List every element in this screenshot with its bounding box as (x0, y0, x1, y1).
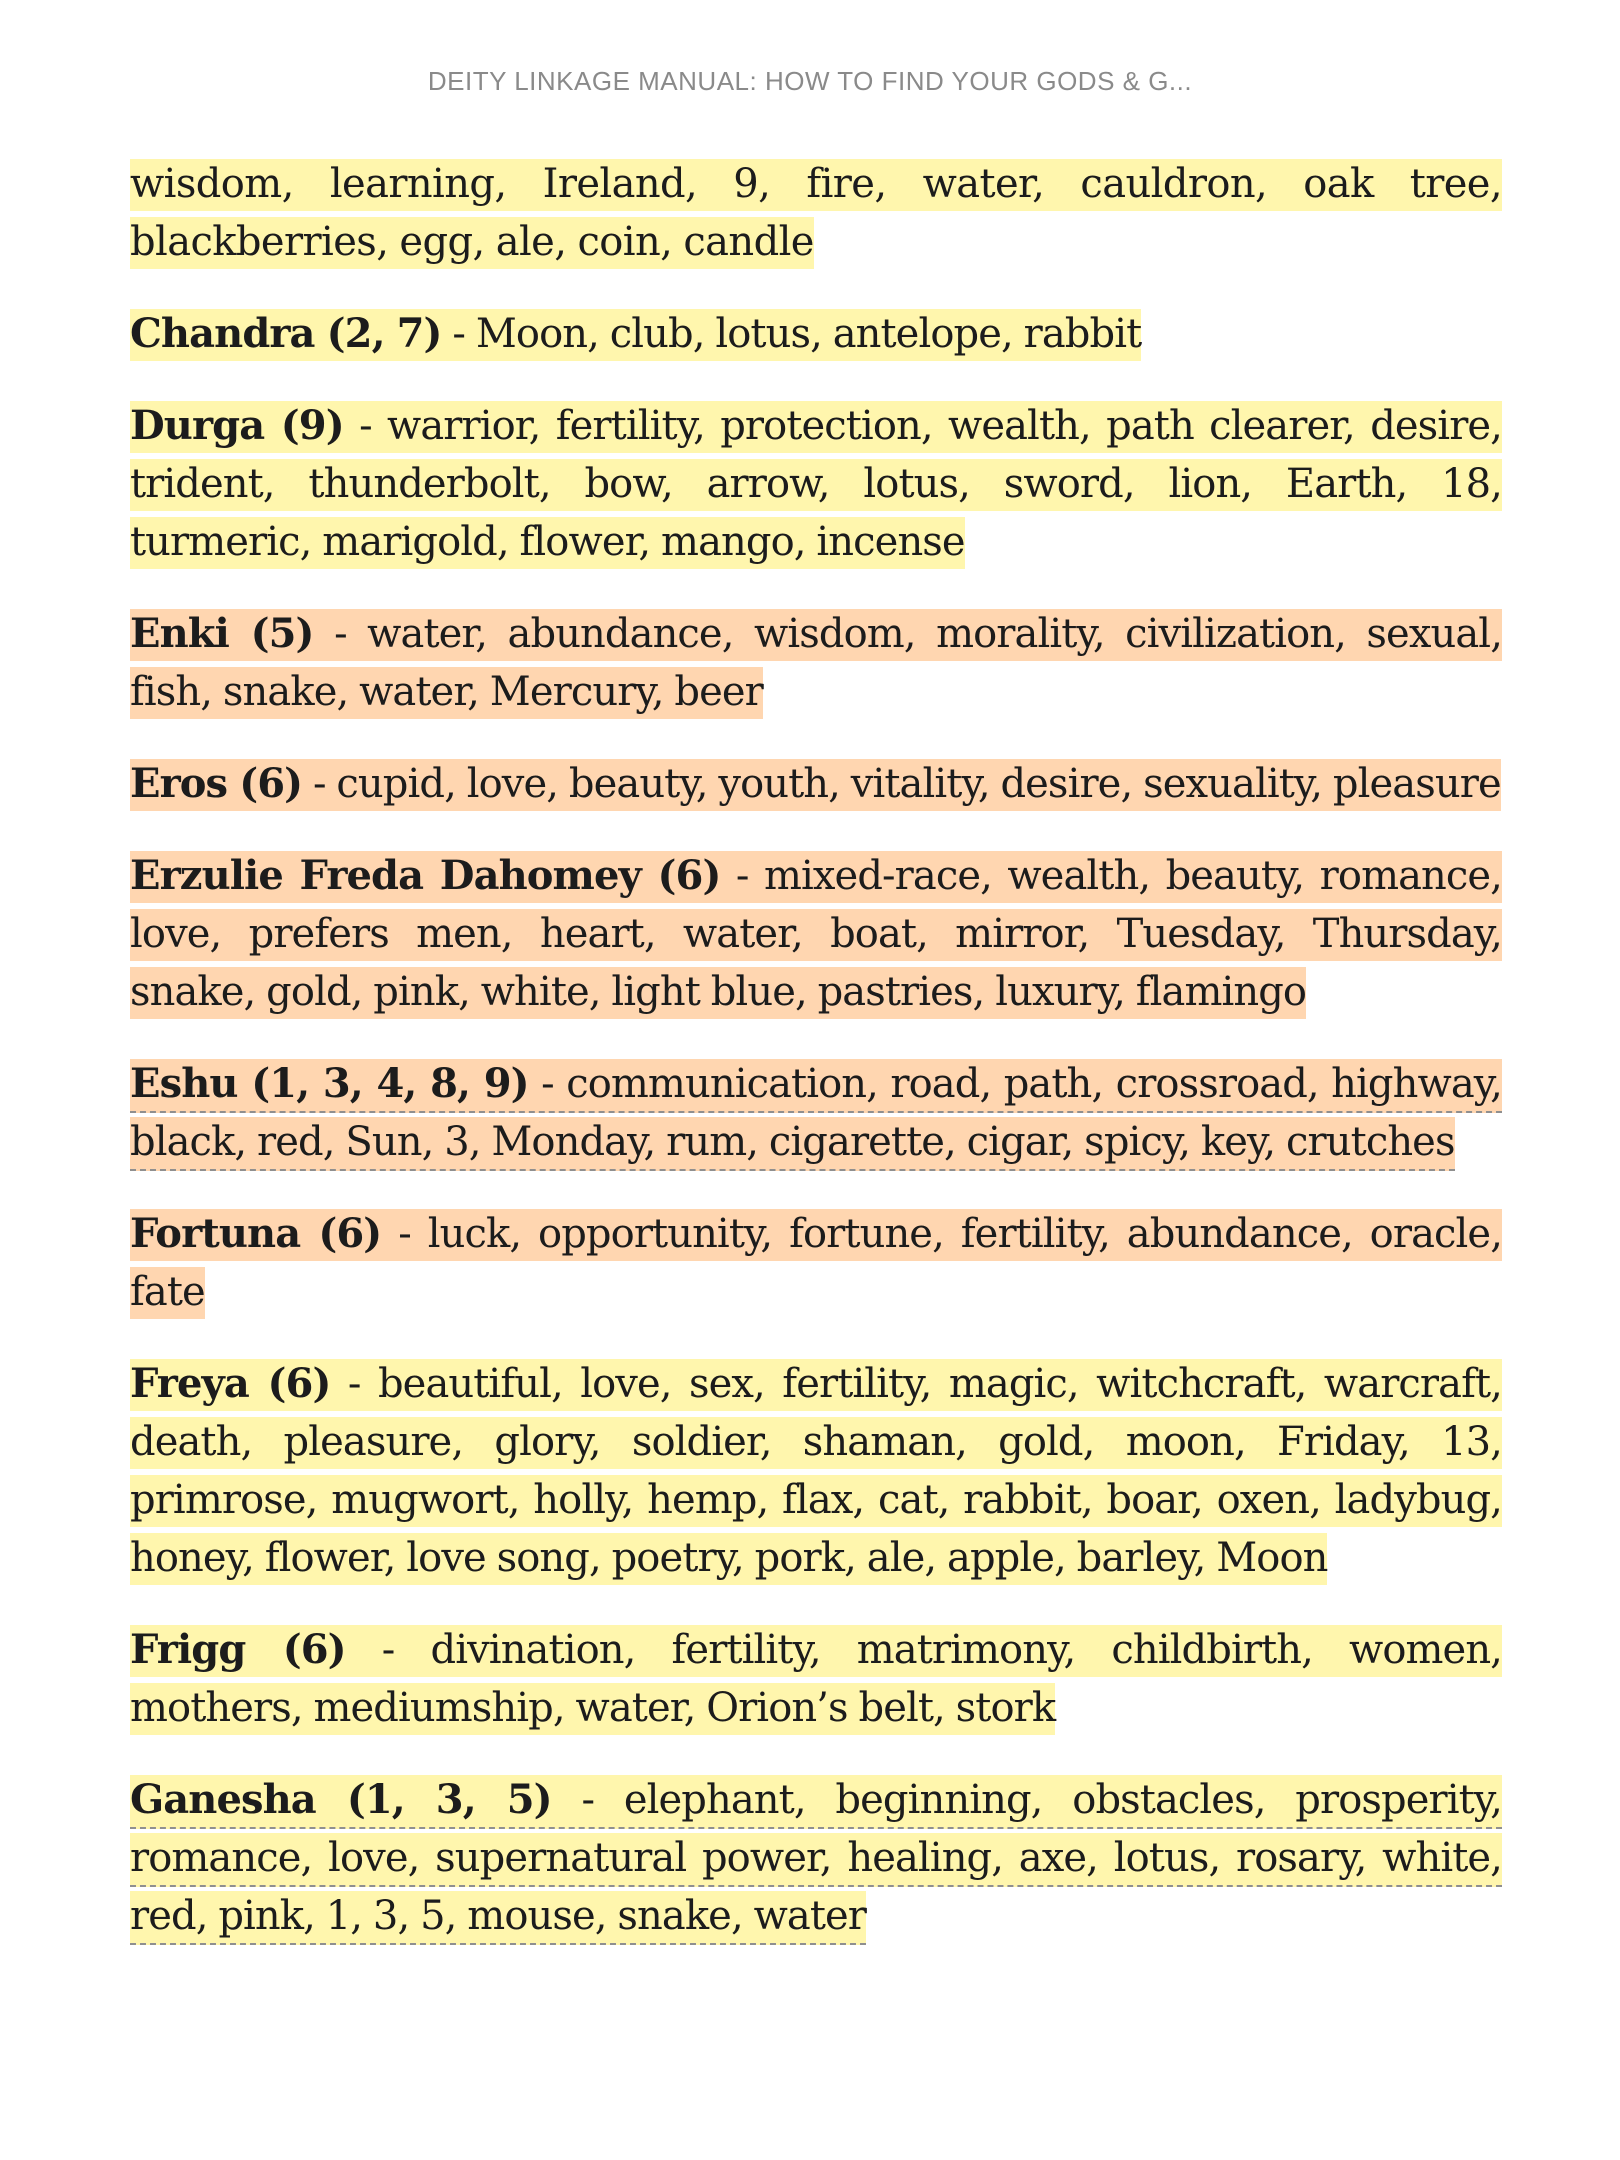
highlight[interactable] (130, 309, 1141, 361)
deity-attributes: wisdom, learning, Ireland, 9, fire, water, cauldron, oak tree, blackberries, egg, ale, coin, candle (130, 161, 1502, 265)
highlight[interactable] (130, 609, 1502, 719)
deity-name: Erzulie Freda Dahomey (6) (130, 852, 721, 899)
entry-eros[interactable] (130, 755, 1502, 813)
deity-attributes: - communication, road, path, crossroad, highway, black, red, Sun, 3, Monday, rum, cigarette, cigar, spicy, key, crutches (130, 1061, 1502, 1165)
highlight-with-note[interactable] (130, 1059, 1502, 1171)
deity-attributes: - warrior, fertility, protection, wealth, path clearer, desire, trident, thunderbolt, bow, arrow, lotus, sword, lion, Earth, 18, turmeric, marigold, flower, mango, incense (130, 403, 1502, 565)
running-header: DEITY LINKAGE MANUAL: HOW TO FIND YOUR GODS & G... (427, 66, 1193, 96)
deity-name: Enki (5) (130, 610, 314, 657)
highlight[interactable] (130, 1359, 1502, 1585)
highlight[interactable] (130, 1209, 1502, 1319)
deity-name: Eros (6) (130, 760, 303, 807)
entry-fortuna[interactable] (130, 1205, 1502, 1321)
entry-freya[interactable] (130, 1355, 1502, 1587)
deity-name: Eshu (1, 3, 4, 8, 9) (130, 1060, 529, 1107)
entry-erzulie-freda-dahomey[interactable] (130, 847, 1502, 1021)
deity-name: Freya (6) (130, 1360, 331, 1407)
entry-frigg[interactable] (130, 1621, 1502, 1737)
entry-chandra[interactable] (130, 305, 1502, 363)
highlight[interactable] (130, 159, 1502, 269)
highlight-with-note[interactable] (130, 1775, 1502, 1945)
deity-name: Durga (9) (130, 402, 344, 449)
deity-attributes: - luck, opportunity, fortune, fertility, abundance, oracle, fate (130, 1211, 1503, 1315)
deity-name: Fortuna (6) (130, 1210, 382, 1257)
page-body (130, 155, 1502, 1979)
deity-attributes: - cupid, love, beauty, youth, vitality, desire, sexuality, pleasure (302, 761, 1501, 807)
entry-eshu[interactable] (130, 1055, 1502, 1171)
entry-durga[interactable] (130, 397, 1502, 571)
highlight[interactable] (130, 851, 1502, 1019)
deity-attributes: - divination, fertility, matrimony, childbirth, women, mothers, mediumship, water, Orion’s belt, stork (130, 1627, 1502, 1731)
deity-attributes: - Moon, club, lotus, antelope, rabbit (441, 311, 1142, 357)
highlight[interactable] (130, 759, 1501, 811)
deity-name: Frigg (6) (130, 1626, 346, 1673)
deity-name: Ganesha (1, 3, 5) (130, 1776, 552, 1823)
highlight[interactable] (130, 401, 1502, 569)
deity-attributes: - beautiful, love, sex, fertility, magic, witchcraft, warcraft, death, pleasure, glory, soldier, shaman, gold, moon, Friday, 13, primrose, mugwort, holly, hemp, flax, cat, rabbit, boar, oxen, ladybug, honey, flower, love song, poetry, pork, ale, apple, barley, Moon (130, 1361, 1502, 1581)
deity-attributes: - water, abundance, wisdom, morality, civilization, sexual, fish, snake, water, Mercury, beer (130, 611, 1503, 715)
deity-attributes: - mixed-race, wealth, beauty, romance, love, prefers men, heart, water, boat, mirror, Tuesday, Thursday, snake, gold, pink, white, light blue, pastries, luxury, flamingo (130, 853, 1502, 1015)
highlight[interactable] (130, 1625, 1502, 1735)
deity-name: Chandra (2, 7) (130, 310, 442, 357)
entry-ganesha[interactable] (130, 1771, 1502, 1945)
entry-enki[interactable] (130, 605, 1502, 721)
deity-attributes: - elephant, beginning, obstacles, prosperity, romance, love, supernatural power, healing, axe, lotus, rosary, white, red, pink, 1, 3, 5, mouse, snake, water (130, 1777, 1502, 1939)
entry-continued[interactable] (130, 155, 1502, 271)
